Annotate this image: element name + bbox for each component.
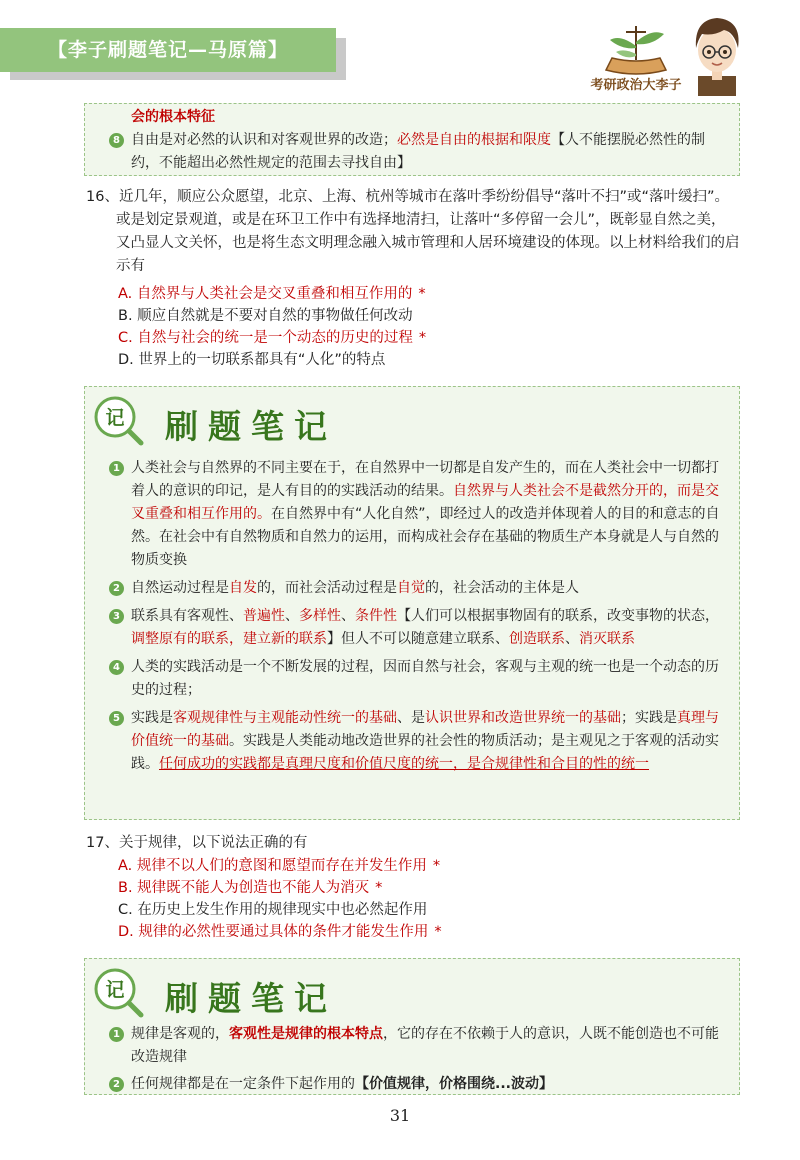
logo-text: 考研政治大李子 [590,78,682,93]
option-d [86,921,740,943]
page-number: 31 [389,1106,411,1125]
note-text: 联系具有客观性、 [131,608,243,624]
note-highlight: 真理与价值统一的基础 [131,710,719,749]
number-badge-icon: 3 [109,609,124,624]
note-item-4 [85,656,739,702]
note-item-8 [85,129,739,175]
note-text: 在自然界中有“人化自然”，即经过人的改造并体现着人的目的和意志的自然。在社会中有自然物质和自然力的运用，而构成社会存在基础的物质生产本身就是人与自然的物质变换 [131,506,720,568]
note-item-2 [85,577,739,600]
number-badge-icon: 4 [109,660,124,675]
note-highlight: 条件性 [355,608,397,624]
option-a [86,283,740,305]
question-stem: 16、近几年，顺应公众愿望，北京、上海、杭州等城市在落叶季纷纷倡导“落叶不扫”或“落叶缓扫”。或是划定景观道，或是在环卫工作中有选择地清扫，让落叶“多停留一会儿”，既彰显自然之美，又凸显人文关怀，也是将生态文明理念融入城市管理和人居环境建设的体现。以上材料给我们的启示有 [86,189,740,274]
number-badge-icon: 2 [109,1077,124,1092]
note-highlight: 自觉 [397,580,425,596]
badge-label: 记 [105,407,125,429]
question-16 [86,186,740,371]
option-c [86,327,740,349]
note-text: 人类社会与自然界的不同主要在于，在自然界中一切都是自发产生的，而在人类社会中一切都打着人的意识的印记，是人有目的的实践活动的结果。 [131,460,719,499]
note-text: 的，社会活动的主体是人 [425,580,579,596]
note-text: 。实践是人类能动地改造世界的社会性的物质活动；是主观见之于客观的活动实践。 [131,733,719,772]
option-c [86,899,740,921]
option-a [86,855,740,877]
note-box-continued [84,103,740,176]
note-highlight: 客观规律性与主观能动性统一的基础 [173,710,397,726]
note-text: 【人不能摆脱必然性的制约，不能超出必然性规定的范围去寻找自由】 [131,132,705,171]
note-text: 任何规律都是在一定条件下起作用的 [131,1076,355,1092]
note-title: 刷题笔记 [165,407,337,446]
note-highlight: 消灭联系 [579,631,635,647]
note-header [85,959,739,1023]
plant-logo-icon [586,18,686,78]
note-text: 】但人不可以随意建立联系、 [327,631,509,647]
note-text: ；实践是 [621,710,677,726]
note-text: 【人们可以根据事物固有的联系，改变事物的状态， [397,608,719,624]
note-text: 实践是 [131,710,173,726]
number-badge-icon: 2 [109,581,124,596]
number-badge-icon: 1 [109,461,124,476]
note-text: 、是 [397,710,425,726]
note-text: 规律是客观的， [131,1026,229,1042]
option-text: B. 规律既不能人为创造也不能人为消灭 [118,880,370,896]
option-text: D. 世界上的一切联系都具有“人化”的特点 [118,352,386,368]
note-text: 自由是对必然的认识和对客观世界的改造； [131,132,397,148]
option-b [86,877,740,899]
note-text: 、 [285,608,299,624]
option-b [86,305,740,327]
number-badge-icon: 1 [109,1027,124,1042]
note-item-2 [85,1073,739,1096]
answer-star: * [375,880,383,896]
avatar-icon [684,12,750,96]
note-text: 的，而社会活动过程是 [257,580,397,596]
note-item-1 [85,1023,739,1069]
note-highlight: 自然界与人类社会不是截然分开的，而是交叉重叠和相互作用的。 [131,483,719,522]
note-bracket-text: 【价值规律，价格围绕...波动】 [355,1076,553,1092]
answer-star: * [418,330,427,346]
option-text: C. 在历史上发生作用的规律现实中也必然起作用 [118,902,428,918]
option-d [86,349,740,371]
note-highlight: 客观性是规律的根本特点 [229,1026,383,1042]
note-title: 刷题笔记 [165,979,337,1018]
number-badge-icon: 5 [109,711,124,726]
answer-star: * [418,286,426,302]
note-item-3 [85,605,739,651]
note-badge-icon [93,395,145,447]
option-text: C. 自然与社会的统一是一个动态的历史的过程 [118,330,413,346]
note-header [85,387,739,457]
option-text: A. 自然界与人类社会是交叉重叠和相互作用的 [118,286,413,302]
note-text: 人类的实践活动是一个不断发展的过程，因而自然与社会，客观与主观的统一也是一个动态的历史的过程； [131,659,719,698]
option-text: A. 规律不以人们的意图和愿望而存在并发生作用 [118,858,427,874]
answer-star: * [434,924,442,940]
option-text: D. 规律的必然性要通过具体的条件才能发生作用 [118,924,429,940]
note-text: 自然运动过程是 [131,580,229,596]
note-text: 、 [341,608,355,624]
logo [586,18,686,98]
number-badge-icon: 8 [109,133,124,148]
note-highlight: 认识世界和改造世界统一的基础 [425,710,621,726]
note-highlight: 创造联系 [509,631,565,647]
note-highlight: 调整原有的联系，建立新的联系 [131,631,327,647]
note-highlight: 普遍性 [243,608,285,624]
study-note-box-16 [84,386,740,820]
note-item [85,106,739,129]
question-stem: 17、关于规律，以下说法正确的有 [86,835,308,851]
note-text: ，它的存在不依赖于人的意识，人既不能创造也不可能改造规律 [131,1026,719,1065]
note-text: 、 [565,631,579,647]
note-highlight-underlined: 任何成功的实践都是真理尺度和价值尺度的统一，是合规律性和合目的性的统一 [159,756,649,772]
note-highlight: 多样性 [299,608,341,624]
option-text: B. 顺应自然就是不要对自然的事物做任何改动 [118,308,413,324]
note-highlight: 自发 [229,580,257,596]
note-item-1 [85,457,739,572]
question-17 [86,832,740,943]
note-item-5 [85,707,739,776]
study-note-box-17 [84,958,740,1095]
answer-star: * [432,858,441,874]
series-title-banner: 【李子刷题笔记—马原篇】 [0,28,336,72]
note-continuation-text: 会的根本特征 [131,109,215,125]
note-badge-icon [93,967,145,1019]
note-highlight: 必然是自由的根据和限度 [397,132,551,148]
badge-label: 记 [105,979,125,1001]
